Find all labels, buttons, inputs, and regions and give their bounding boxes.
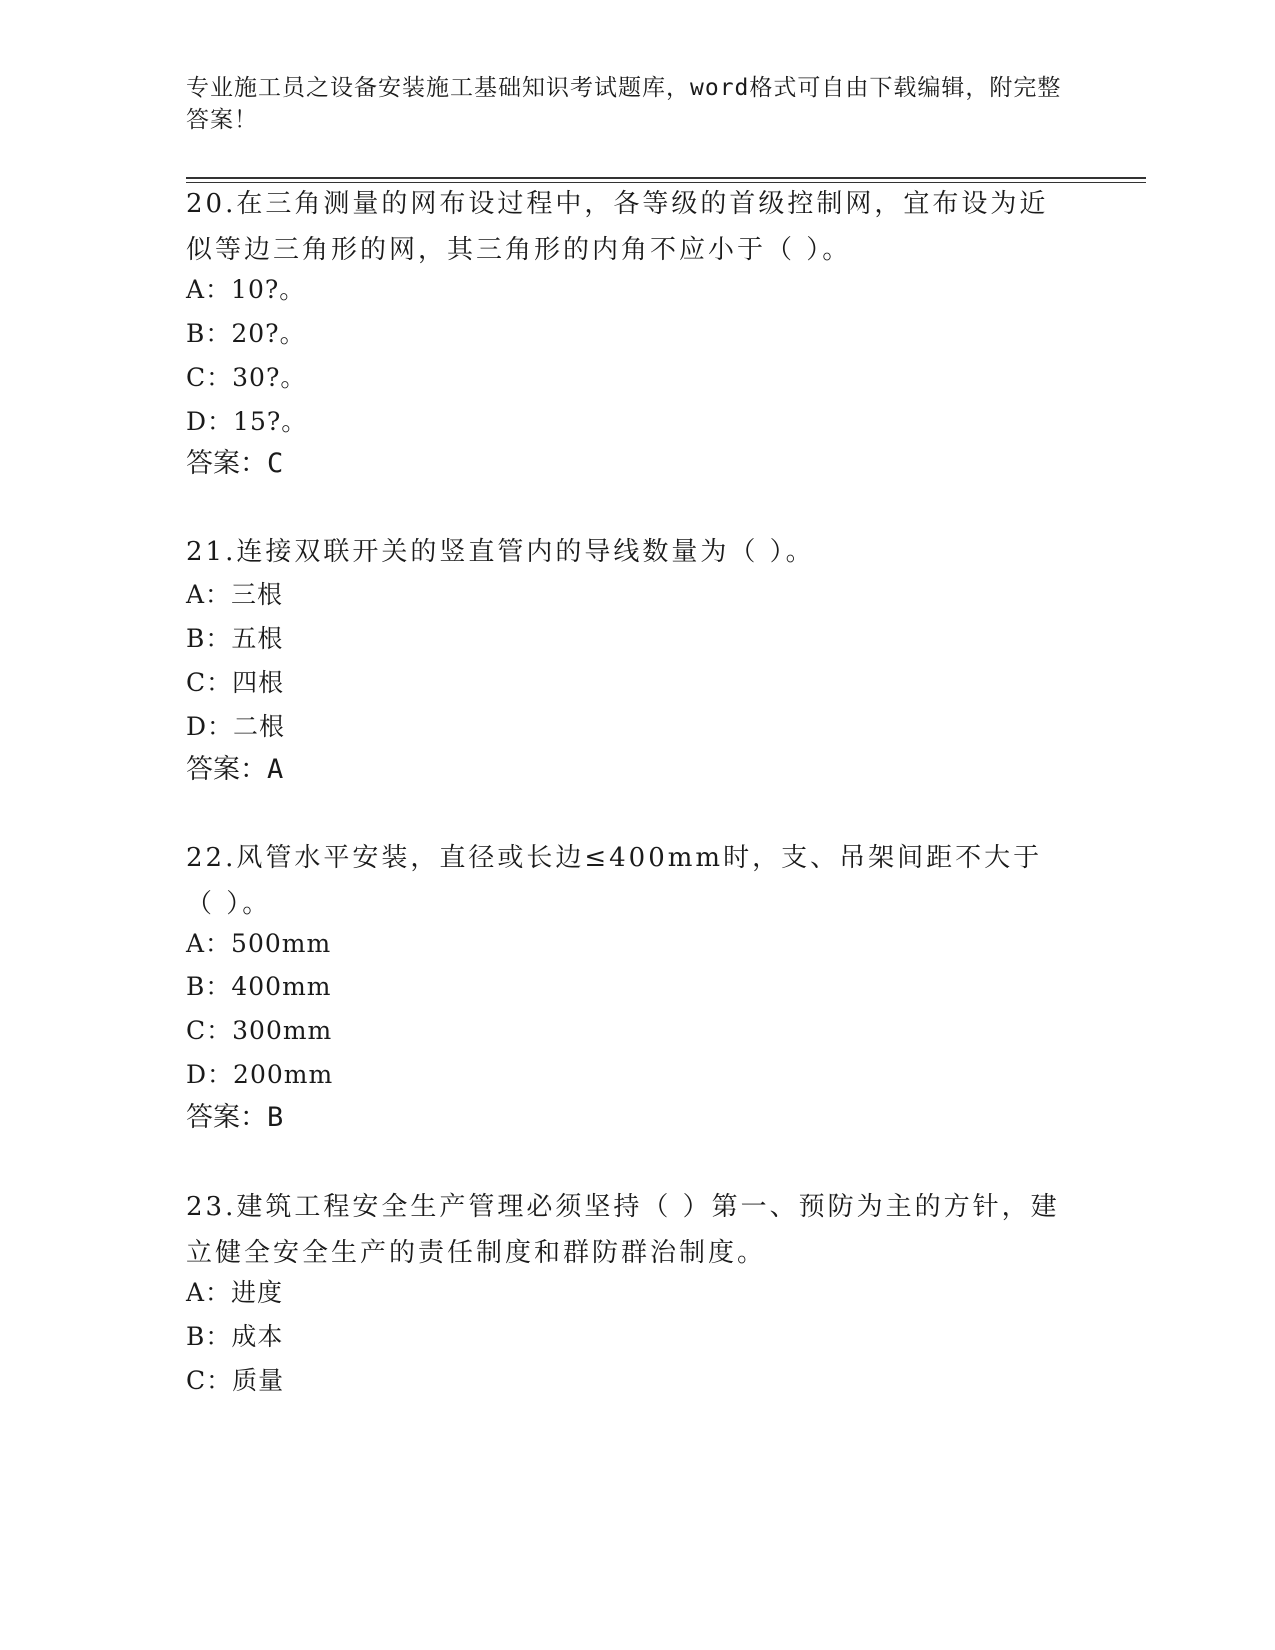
question-22-answer: 答案：B — [186, 1102, 284, 1133]
question-21-option-d: D：二根 — [186, 712, 286, 741]
header-divider — [186, 177, 1146, 179]
question-22-option-d: D：200mm — [186, 1060, 334, 1089]
question-23-option-b: B：成本 — [186, 1322, 284, 1351]
question-23-option-c: C：质量 — [186, 1366, 285, 1395]
document-header: 专业施工员之设备安装施工基础知识考试题库，word格式可自由下载编辑，附完整答案！ — [186, 75, 1062, 133]
question-20-option-c: C：30?。 — [186, 363, 307, 392]
question-22-option-b: B：400mm — [186, 972, 332, 1001]
question-22-option-a: A：500mm — [186, 929, 332, 958]
question-20-stem: 20.在三角测量的网布设过程中，各等级的首级控制网，宜布设为近似等边三角形的网，其三角形的内角不应小于（ ）。 — [186, 189, 1049, 265]
question-20-option-b: B：20?。 — [186, 319, 306, 348]
question-21-option-a: A：三根 — [186, 580, 284, 609]
question-21-option-b: B：五根 — [186, 624, 284, 653]
question-21-option-c: C：四根 — [186, 668, 285, 697]
question-23-stem: 23.建筑工程安全生产管理必须坚持（ ）第一、预防为主的方针，建立健全安全生产的责任制度和群防群治制度。 — [186, 1192, 1060, 1268]
question-22-option-c: C：300mm — [186, 1016, 333, 1045]
question-23-option-a: A：进度 — [186, 1278, 284, 1307]
question-22-stem: 22.风管水平安装，直径或长边≤400mm时，支、吊架间距不大于（ ）。 — [186, 843, 1043, 919]
question-21-answer: 答案：A — [186, 754, 284, 785]
question-20-option-d: D：15?。 — [186, 407, 308, 436]
question-21-stem: 21.连接双联开关的竖直管内的导线数量为（ ）。 — [186, 537, 815, 567]
question-20-option-a: A：10?。 — [186, 275, 306, 304]
question-20-answer: 答案：C — [186, 448, 284, 479]
